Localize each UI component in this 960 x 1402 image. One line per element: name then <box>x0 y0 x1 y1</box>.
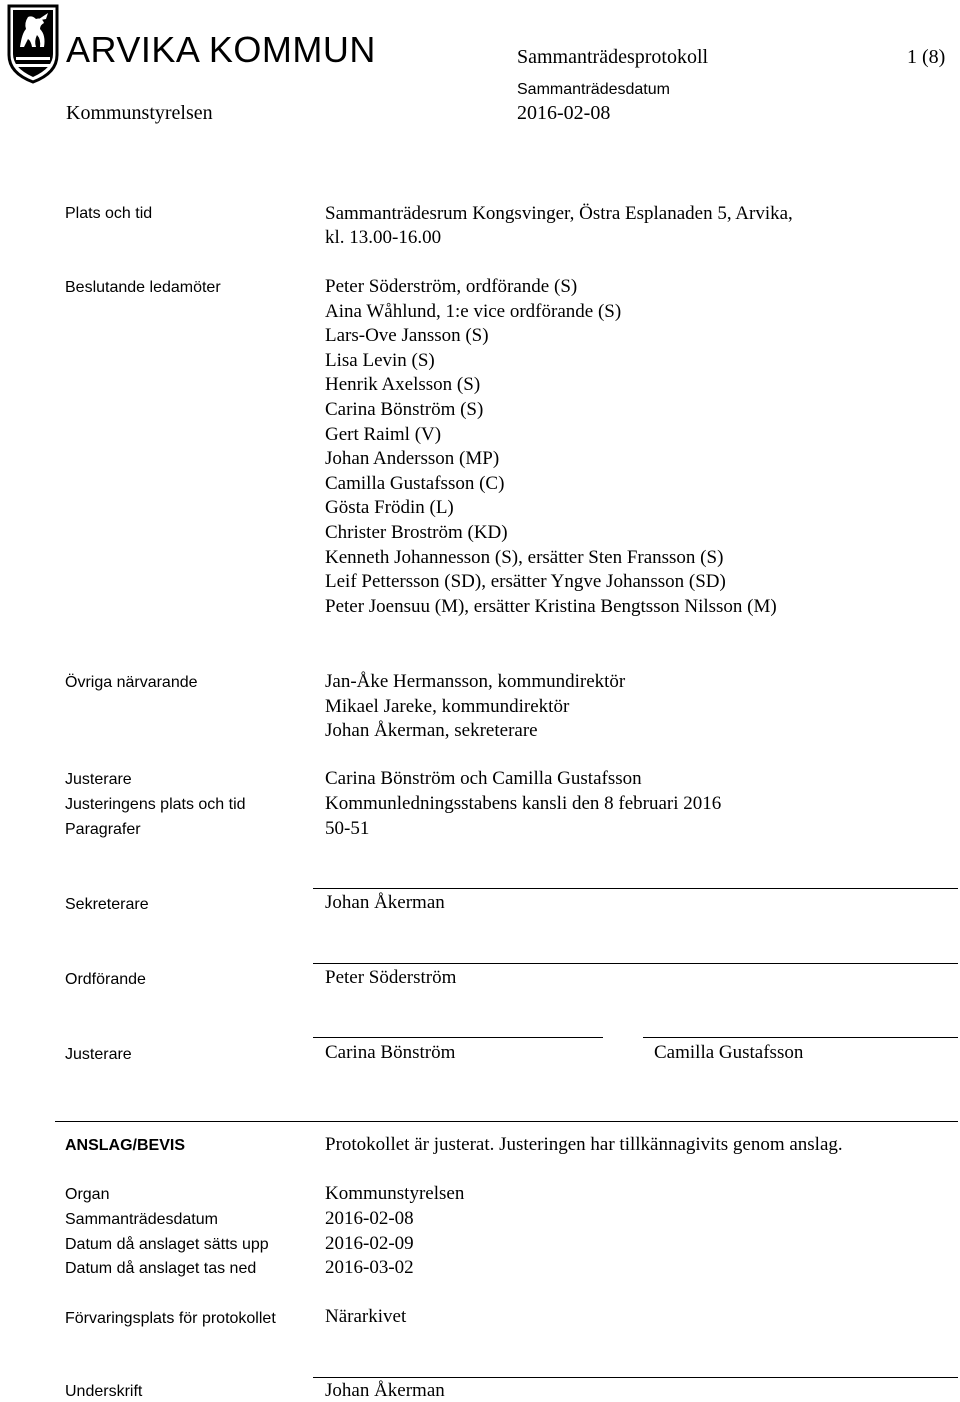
anslag-text: Protokollet är justerat. Justeringen har tillkännagivits genom anslag. <box>325 1134 843 1155</box>
member-item: Leif Pettersson (SD), ersätter Yngve Johansson (SD) <box>325 571 726 593</box>
member-item: Aina Wåhlund, 1:e vice ordförande (S) <box>325 300 622 322</box>
adjust-place-value: Kommunledningsstabens kansli den 8 februari 2016 <box>325 793 722 814</box>
other-item: Mikael Jareke, kommundirektör <box>325 695 570 717</box>
member-item: Gert Raiml (V) <box>325 423 442 445</box>
member-item: Peter Söderström, ordförande (S) <box>325 276 578 297</box>
header-date: 2016-02-08 <box>517 102 611 124</box>
signature-adjusters-label: Justerare <box>65 1046 132 1063</box>
secretary-signature-line <box>313 888 958 889</box>
anslag-divider <box>55 1121 958 1122</box>
organ-label: Organ <box>65 1186 110 1203</box>
paragraphs-label: Paragrafer <box>65 821 141 838</box>
other-item: Johan Åkerman, sekreterare <box>325 720 538 742</box>
removed-date-value: 2016-03-02 <box>325 1257 414 1278</box>
member-item: Camilla Gustafsson (C) <box>325 472 505 494</box>
anslag-signature-label: Underskrift <box>65 1383 143 1400</box>
member-item: Johan Andersson (MP) <box>325 448 500 470</box>
others-label: Övriga närvarande <box>65 674 198 691</box>
removed-date-label: Datum då anslaget tas ned <box>65 1260 257 1277</box>
anslag-date-value: 2016-02-08 <box>325 1208 414 1229</box>
adjuster2-signature-line <box>643 1037 958 1038</box>
place-line-2: kl. 13.00-16.00 <box>325 227 442 248</box>
member-item: Kenneth Johannesson (S), ersätter Sten Fransson (S) <box>325 546 724 568</box>
anslag-signature-line <box>313 1377 958 1378</box>
secretary-name: Johan Åkerman <box>325 892 445 913</box>
posted-date-label: Datum då anslaget sätts upp <box>65 1236 269 1253</box>
others-list <box>325 670 625 744</box>
members-label: Beslutande ledamöter <box>65 279 221 296</box>
member-item: Carina Bönström (S) <box>325 398 484 420</box>
adjuster1-name: Carina Bönström <box>325 1042 456 1063</box>
chair-signature-line <box>313 963 958 964</box>
organ-value: Kommunstyrelsen <box>325 1183 465 1204</box>
chair-name: Peter Söderström <box>325 967 457 988</box>
chair-label: Ordförande <box>65 971 146 988</box>
header-date-label: Sammanträdesdatum <box>517 81 670 98</box>
posted-date-value: 2016-02-09 <box>325 1233 414 1254</box>
adjust-place-label: Justeringens plats och tid <box>65 796 246 813</box>
paragraphs-value: 50-51 <box>325 818 370 839</box>
adjuster2-name: Camilla Gustafsson <box>654 1042 804 1063</box>
member-item: Henrik Axelsson (S) <box>325 374 481 396</box>
member-item: Christer Broström (KD) <box>325 521 508 543</box>
member-item: Gösta Frödin (L) <box>325 497 454 519</box>
storage-value: Närarkivet <box>325 1306 407 1327</box>
adjuster1-signature-line <box>313 1037 603 1038</box>
member-item: Lars-Ove Jansson (S) <box>325 325 489 347</box>
place-line-1: Sammanträdesrum Kongsvinger, Östra Esplanaden 5, Arvika, <box>325 203 793 224</box>
anslag-date-label: Sammanträdesdatum <box>65 1211 218 1228</box>
anslag-signature-name: Johan Åkerman <box>325 1380 445 1401</box>
member-item: Peter Joensuu (M), ersätter Kristina Bengtsson Nilsson (M) <box>325 595 777 617</box>
header-body-name: Kommunstyrelsen <box>66 102 213 124</box>
members-list <box>325 275 777 619</box>
place-label: Plats och tid <box>65 205 153 222</box>
document-type: Sammanträdesprotokoll <box>517 46 709 68</box>
anslag-title: ANSLAG/BEVIS <box>65 1137 186 1154</box>
member-item: Lisa Levin (S) <box>325 349 435 371</box>
municipal-coat-of-arms-logo <box>6 3 60 85</box>
other-item: Jan-Åke Hermansson, kommundirektör <box>325 671 626 692</box>
adjusters-value: Carina Bönström och Camilla Gustafsson <box>325 768 642 789</box>
adjusters-label: Justerare <box>65 771 132 788</box>
municipality-logo-text: ARVIKA KOMMUN <box>66 29 376 70</box>
secretary-label: Sekreterare <box>65 896 149 913</box>
storage-label: Förvaringsplats för protokollet <box>65 1310 276 1327</box>
page-number: 1 (8) <box>907 46 946 68</box>
